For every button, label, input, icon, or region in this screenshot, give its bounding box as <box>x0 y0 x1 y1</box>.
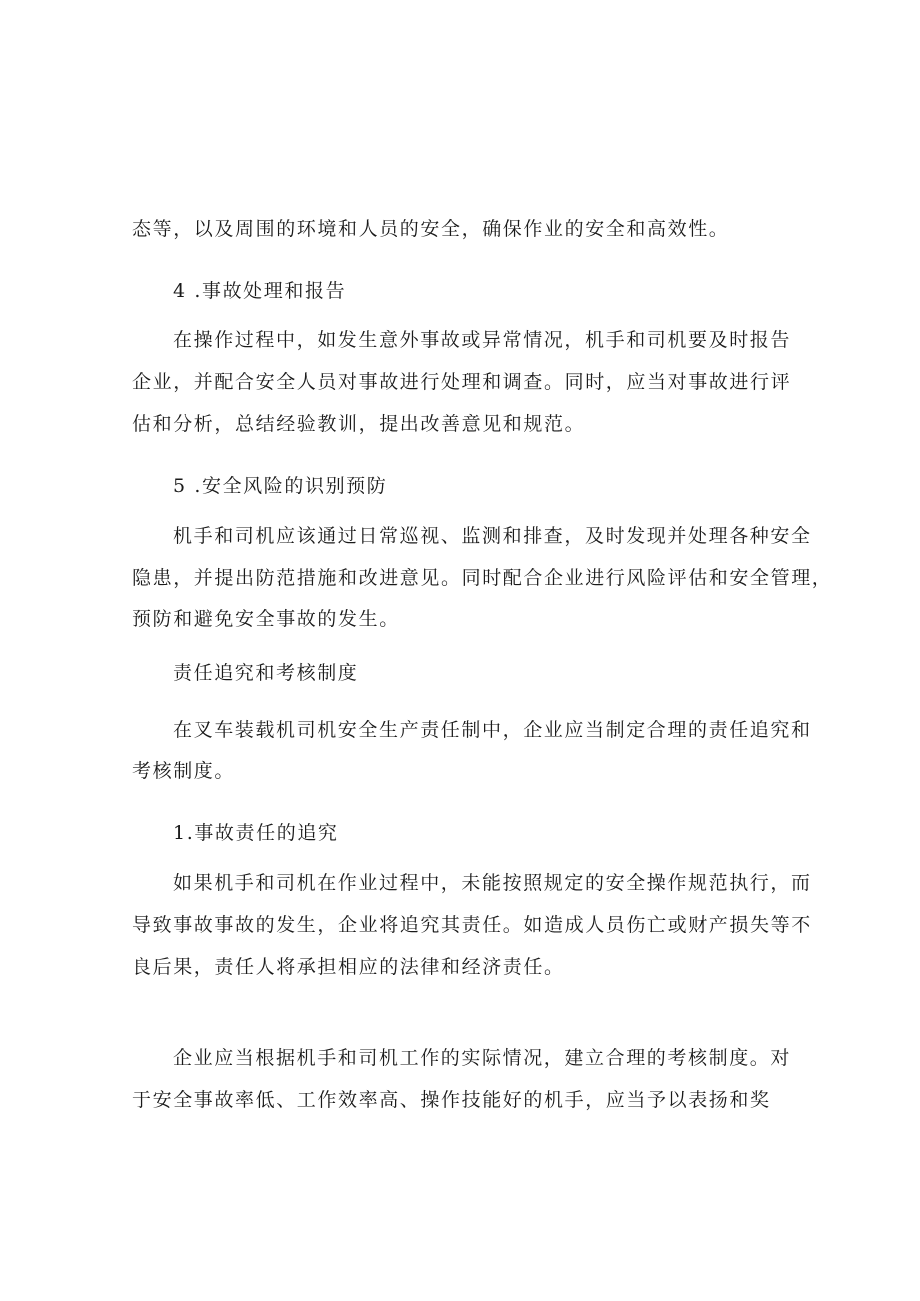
paragraph-line: 在操作过程中，如发生意外事故或异常情况，机手和司机要及时报告 <box>173 329 792 351</box>
paragraph-line: 态等，以及周围的环境和人员的安全，确保作业的安全和高效性。 <box>132 218 730 240</box>
paragraph-line: 企业应当根据机手和司机工作的实际情况，建立合理的考核制度。对 <box>173 1047 792 1069</box>
paragraph-line: 企业，并配合安全人员对事故进行处理和调查。同时，应当对事故进行评 <box>132 371 792 393</box>
paragraph-line: 机手和司机应该通过日常巡视、监测和排查，及时发现并处理各种安全 <box>173 525 812 547</box>
paragraph-line: 预防和避免安全事故的发生。 <box>132 608 400 630</box>
paragraph-line: 估和分析，总结经验教训，提出改善意见和规范。 <box>132 413 586 435</box>
paragraph-line: 于安全事故率低、工作效率高、操作技能好的机手，应当予以表扬和奖 <box>132 1089 771 1111</box>
paragraph-line: 隐患，并提出防范措施和改进意见。同时配合企业进行风险评估和安全管理， <box>132 567 833 589</box>
section-heading: 1.事故责任的追究 <box>173 822 339 844</box>
section-heading: 4 .事故处理和报告 <box>173 280 347 302</box>
paragraph-line: 导致事故事故的发生，企业将追究其责任。如造成人员伤亡或财产损失等不 <box>132 914 812 936</box>
paragraph-line: 在叉车装载机司机安全生产责任制中，企业应当制定合理的责任追究和 <box>173 719 812 741</box>
paragraph-line: 良后果，责任人将承担相应的法律和经济责任。 <box>132 956 565 978</box>
section-heading: 5 .安全风险的识别预防 <box>173 475 388 497</box>
paragraph-line: 如果机手和司机在作业过程中，未能按照规定的安全操作规范执行，而 <box>173 872 812 894</box>
section-heading: 责任追究和考核制度 <box>173 662 359 684</box>
paragraph-line: 考核制度。 <box>132 760 236 782</box>
